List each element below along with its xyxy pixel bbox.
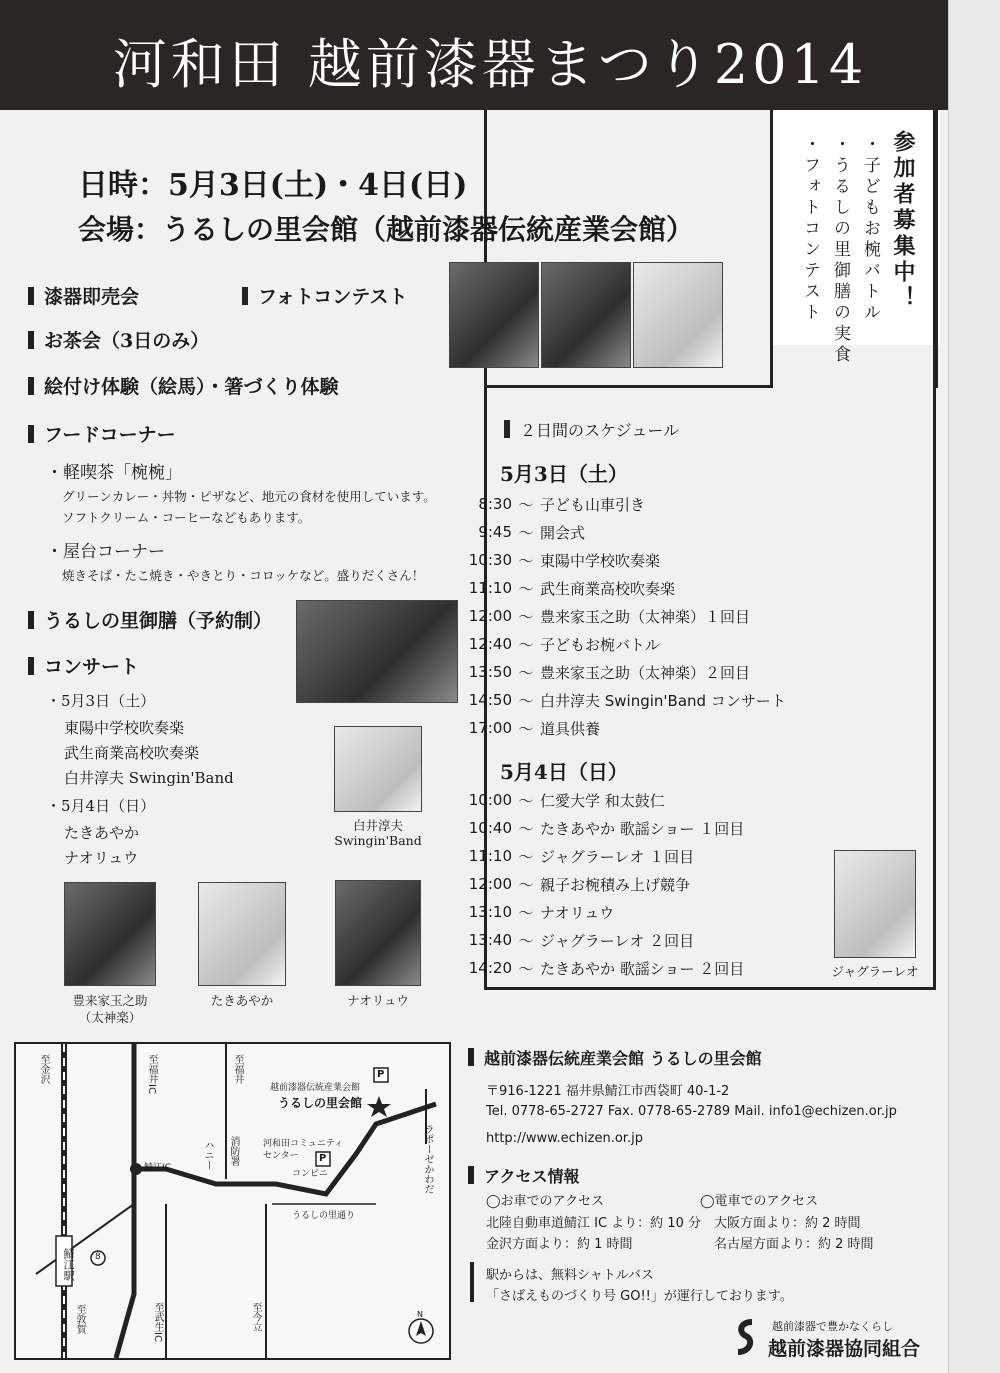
org-logo-icon	[734, 1318, 756, 1356]
schedule-heading: ２日間のスケジュール	[504, 418, 679, 441]
festival-photo	[449, 262, 539, 368]
map-label: 越前漆器伝統産業会館	[270, 1083, 361, 1093]
concert-day1: ・5月3日（土）	[46, 692, 156, 710]
schedule-tilde: ～	[518, 791, 534, 810]
schedule-tilde: ～	[518, 579, 534, 598]
page-title: 河和田 越前漆器まつり2014	[112, 33, 868, 96]
schedule-row	[440, 814, 744, 842]
schedule-row	[440, 630, 786, 658]
access-train: 名古屋方面より：約 2 時間	[714, 1237, 874, 1252]
access-car: 北陸自動車道鯖江 IC より：約 10 分	[486, 1216, 701, 1231]
event-venue: 会場：うるしの里会館（越前漆器伝統産業会館）	[78, 213, 695, 246]
concert-item: たきあやか	[64, 824, 140, 842]
schedule-time: 12:40	[468, 635, 512, 653]
map-label: 鯖江駅	[62, 1248, 75, 1281]
schedule-time: 11:10	[468, 847, 512, 865]
schedule-time: 10:30	[468, 551, 512, 569]
org-tagline: 越前漆器で豊かなくらし	[772, 1320, 893, 1333]
schedule-event: 子どもお椀バトル	[540, 635, 660, 654]
schedule-time: 10:40	[468, 819, 512, 837]
schedule-day1-list	[440, 490, 786, 742]
schedule-time: 14:20	[468, 959, 512, 977]
venue-info-heading: 越前漆器伝統産業会館 うるしの里会館	[468, 1046, 762, 1069]
venue-contact: Tel. 0778-65-2727 Fax. 0778-65-2789 Mail. info1@echizen.or.jp	[486, 1104, 897, 1119]
access-map	[14, 1042, 451, 1360]
map-label: P	[377, 1069, 385, 1080]
schedule-time: 13:50	[468, 663, 512, 681]
concert-item: ナオリュウ	[64, 849, 139, 867]
juggler-caption: ジャグラーレオ	[831, 964, 919, 979]
schedule-event: 親子お椀積み上げ競争	[540, 875, 691, 894]
schedule-time: 17:00	[468, 719, 512, 737]
schedule-time: 11:10	[468, 579, 512, 597]
callout-divider	[484, 385, 773, 388]
food-stall-desc: 焼きそば・たこ焼き・やきとり・コロッケなど。盛りだくさん！	[62, 568, 425, 583]
map-label: 消防署	[228, 1136, 239, 1166]
map-label: 至金沢	[38, 1054, 49, 1084]
concert-item: 武生商業高校吹奏楽	[64, 744, 200, 762]
recruit-heading: 参加者募集中！	[890, 130, 916, 312]
schedule-event: 仁愛大学 和太鼓仁	[540, 791, 665, 810]
access-train-head: ◯電車でのアクセス	[700, 1194, 819, 1209]
shirai-caption: 白井淳夫	[352, 818, 403, 833]
callout-divider	[935, 110, 938, 388]
gozen-photo	[296, 600, 458, 703]
schedule-time: 13:40	[468, 931, 512, 949]
access-heading: アクセス情報	[468, 1164, 580, 1187]
schedule-event: 豊来家玉之助（太神楽）１回目	[540, 607, 751, 626]
map-label: 鯖江IC	[144, 1163, 171, 1173]
concert-item: 白井淳夫 Swingin'Band	[64, 769, 234, 787]
festival-photo	[633, 262, 723, 368]
schedule-time: 14:50	[468, 691, 512, 709]
schedule-event: たきあやか 歌謡ショー １回目	[540, 819, 745, 838]
section-concert: コンサート	[28, 652, 139, 679]
org-name: 越前漆器協同組合	[768, 1338, 921, 1360]
section-sale: 漆器即売会	[28, 282, 139, 309]
schedule-row	[440, 898, 744, 926]
callout-divider	[770, 110, 773, 388]
schedule-tilde: ～	[518, 663, 534, 682]
schedule-day2: 5月4日（日）	[500, 760, 628, 784]
schedule-event: ジャグラーレオ １回目	[540, 847, 695, 866]
schedule-time: 9:45	[478, 523, 512, 541]
schedule-tilde: ～	[518, 959, 534, 978]
schedule-day1: 5月3日（土）	[500, 462, 628, 486]
recruit-item: ・フォトコンテスト	[800, 135, 820, 324]
schedule-row	[440, 954, 744, 982]
schedule-event: 道具供養	[540, 719, 601, 738]
horai-photo	[64, 882, 156, 986]
map-label: N	[417, 1310, 423, 1319]
schedule-time: 10:00	[468, 791, 512, 809]
schedule-row	[440, 870, 744, 898]
schedule-row	[440, 602, 786, 630]
schedule-event: ジャグラーレオ ２回目	[540, 931, 695, 950]
juggler-photo	[834, 850, 916, 958]
schedule-row	[440, 490, 786, 518]
schedule-tilde: ～	[518, 635, 534, 654]
page-edge	[948, 0, 1000, 1373]
horai-caption: （太神楽）	[78, 1010, 142, 1025]
recruit-item: ・うるしの里御膳の実食	[830, 135, 850, 366]
access-car: 金沢方面より：約 1 時間	[486, 1237, 633, 1252]
food-stall: ・屋台コーナー	[46, 542, 165, 562]
bus-marker	[470, 1262, 474, 1302]
access-train: 大阪方面より：約 2 時間	[714, 1216, 861, 1231]
schedule-event: 豊来家玉之助（太神楽）２回目	[540, 663, 751, 682]
access-bus: 「さばえものづくり号 GO!!」が運行しております。	[486, 1289, 793, 1304]
schedule-tilde: ～	[518, 819, 534, 838]
schedule-tilde: ～	[518, 903, 534, 922]
map-label: うるしの里通り	[292, 1211, 356, 1221]
schedule-row	[440, 714, 786, 742]
map-label: 至敦賀	[74, 1304, 85, 1334]
section-painting: 絵付け体験（絵馬）・箸づくり体験	[28, 372, 339, 399]
schedule-tilde: ～	[518, 719, 534, 738]
schedule-tilde: ～	[518, 847, 534, 866]
taki-caption: たきあやか	[210, 993, 274, 1008]
section-tea: お茶会（3日のみ）	[28, 326, 209, 353]
taki-photo	[198, 882, 286, 986]
concert-day2: ・5月4日（日）	[46, 797, 156, 815]
schedule-event: 開会式	[540, 523, 586, 542]
schedule-event: 武生商業高校吹奏楽	[540, 579, 676, 598]
map-label: P	[319, 1153, 327, 1164]
schedule-day2-list	[440, 786, 744, 982]
schedule-row	[440, 786, 744, 814]
venue-url[interactable]: http://www.echizen.or.jp	[486, 1131, 643, 1146]
schedule-event: たきあやか 歌謡ショー ２回目	[540, 959, 745, 978]
festival-photo	[541, 262, 631, 368]
map-label: 至武生IC	[152, 1302, 163, 1342]
schedule-row	[440, 574, 786, 602]
schedule-event: 子ども山車引き	[540, 495, 646, 514]
schedule-time: 12:00	[468, 607, 512, 625]
schedule-tilde: ～	[518, 523, 534, 542]
map-label: ハニー	[202, 1140, 213, 1170]
concert-item: 東陽中学校吹奏楽	[64, 719, 185, 737]
map-label: 8	[95, 1252, 101, 1262]
schedule-tilde: ～	[518, 875, 534, 894]
access-bus: 駅からは、無料シャトルバス	[486, 1268, 654, 1283]
nao-photo	[335, 880, 421, 986]
map-label: コンビニ	[292, 1169, 329, 1179]
shirai-photo	[334, 726, 422, 812]
schedule-row	[440, 518, 786, 546]
schedule-event: 白井淳夫 Swingin'Band コンサート	[540, 691, 786, 710]
schedule-tilde: ～	[518, 495, 534, 514]
schedule-row	[440, 842, 744, 870]
section-gozen: うるしの里御膳（予約制）	[28, 606, 272, 633]
map-label: うるしの里会館	[278, 1096, 363, 1110]
map-label: センター	[263, 1151, 299, 1161]
section-photo-contest: フォトコンテスト	[242, 282, 408, 309]
section-food: フードコーナー	[28, 420, 176, 447]
horai-caption: 豊来家玉之助	[72, 993, 148, 1008]
schedule-row	[440, 686, 786, 714]
schedule-row	[440, 546, 786, 574]
map-label: 河和田コミュニティ	[263, 1139, 344, 1149]
schedule-row	[440, 658, 786, 686]
food-cafe-desc: グリーンカレー・丼物・ピザなど、地元の食材を使用しています。	[62, 489, 436, 504]
map-label: 至今立	[250, 1302, 261, 1332]
venue-address: 〒916-1221 福井県鯖江市西袋町 40-1-2	[486, 1084, 730, 1099]
map-label: 至福井	[232, 1054, 243, 1084]
schedule-tilde: ～	[518, 607, 534, 626]
recruit-item: ・子どもお椀バトル	[860, 135, 880, 324]
schedule-time: 13:10	[468, 903, 512, 921]
access-car-head: ◯お車でのアクセス	[486, 1194, 605, 1209]
schedule-time: 8:30	[478, 495, 512, 513]
schedule-tilde: ～	[518, 931, 534, 950]
schedule-event: 東陽中学校吹奏楽	[540, 551, 661, 570]
map-label: ラポーゼかわだ	[422, 1124, 433, 1194]
schedule-row	[440, 926, 744, 954]
schedule-event: ナオリュウ	[540, 903, 615, 922]
event-date: 日時：5月3日(土)・4日(日)	[78, 168, 468, 203]
food-cafe-desc: ソフトクリーム・コーヒーなどもあります。	[62, 510, 311, 525]
schedule-tilde: ～	[518, 551, 534, 570]
nao-caption: ナオリュウ	[347, 993, 409, 1008]
schedule-tilde: ～	[518, 691, 534, 710]
map-label: 至福井IC	[146, 1054, 157, 1094]
schedule-time: 12:00	[468, 875, 512, 893]
food-cafe: ・軽喫茶「椀椀」	[46, 463, 182, 483]
shirai-caption: Swingin'Band	[334, 833, 422, 848]
